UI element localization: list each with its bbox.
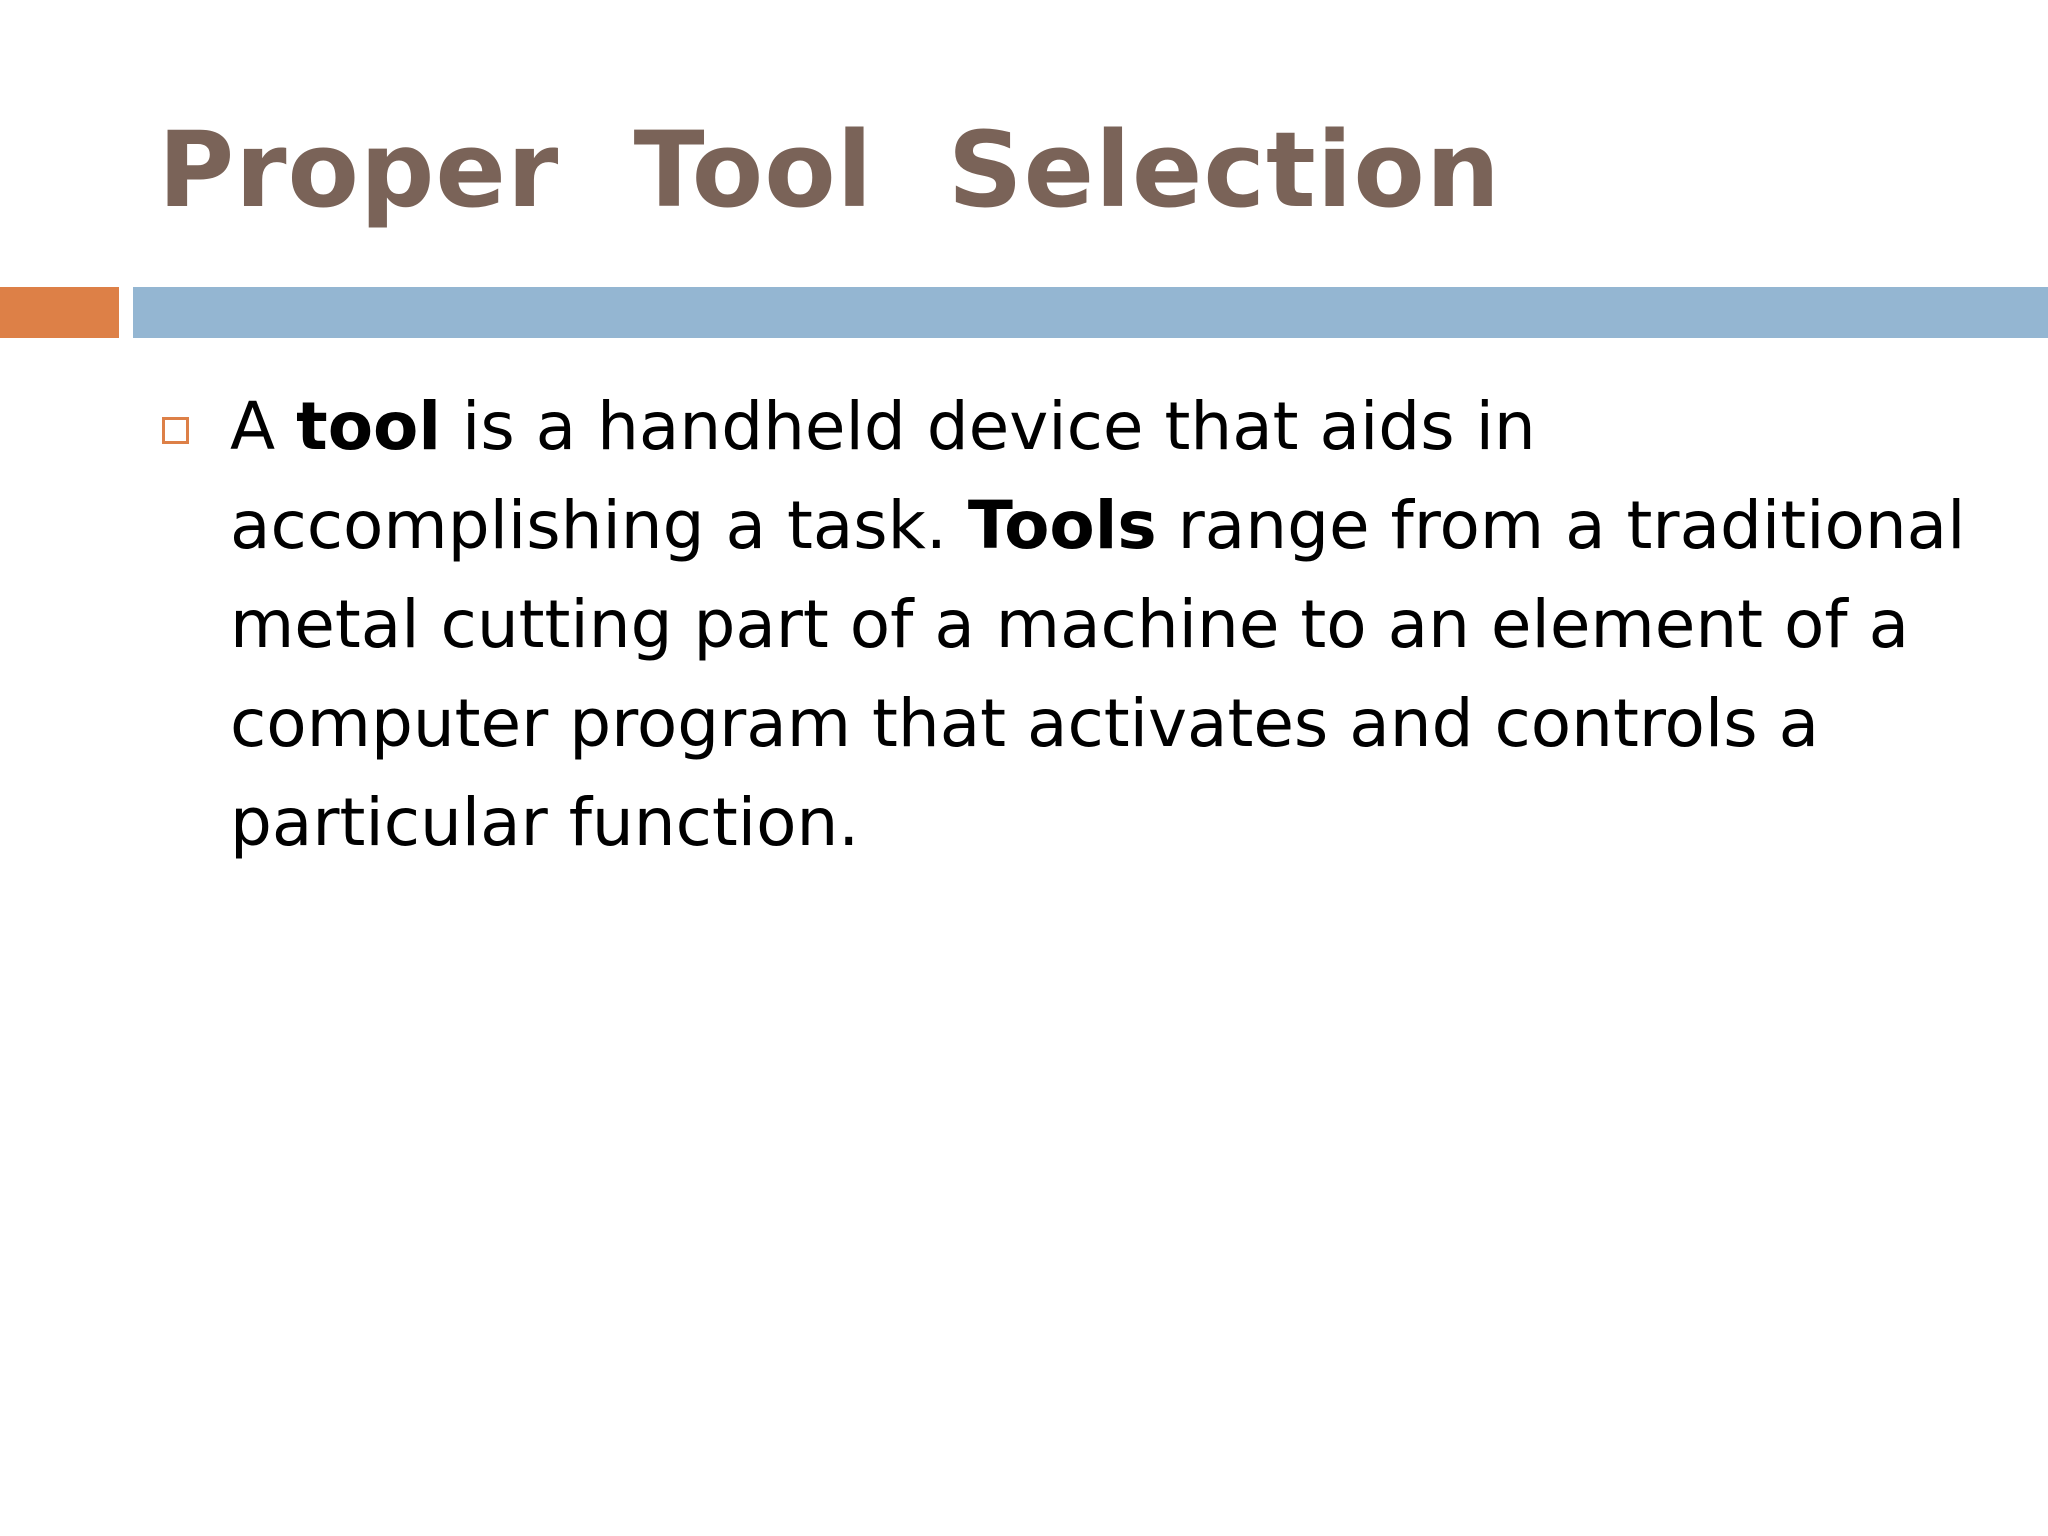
bullet-segment: range from a traditional metal cutting part of a machine to an element of a computer program that activates and controls a particular function. [230, 487, 1966, 861]
bullet-segment-bold: Tools [967, 487, 1157, 564]
slide-title: Proper Tool Selection [158, 109, 1501, 231]
accent-bar-orange [0, 287, 119, 338]
bullet-list [162, 377, 1982, 872]
bullet-segment: A [230, 388, 297, 465]
accent-bar-blue [133, 287, 2048, 338]
square-bullet-icon [162, 417, 189, 444]
bullet-item [162, 377, 1982, 872]
bullet-segment: is a handheld device that aids in accomplishing a task. [230, 388, 1536, 564]
bullet-text [230, 388, 1965, 861]
bullet-segment-bold: tool [296, 388, 441, 465]
